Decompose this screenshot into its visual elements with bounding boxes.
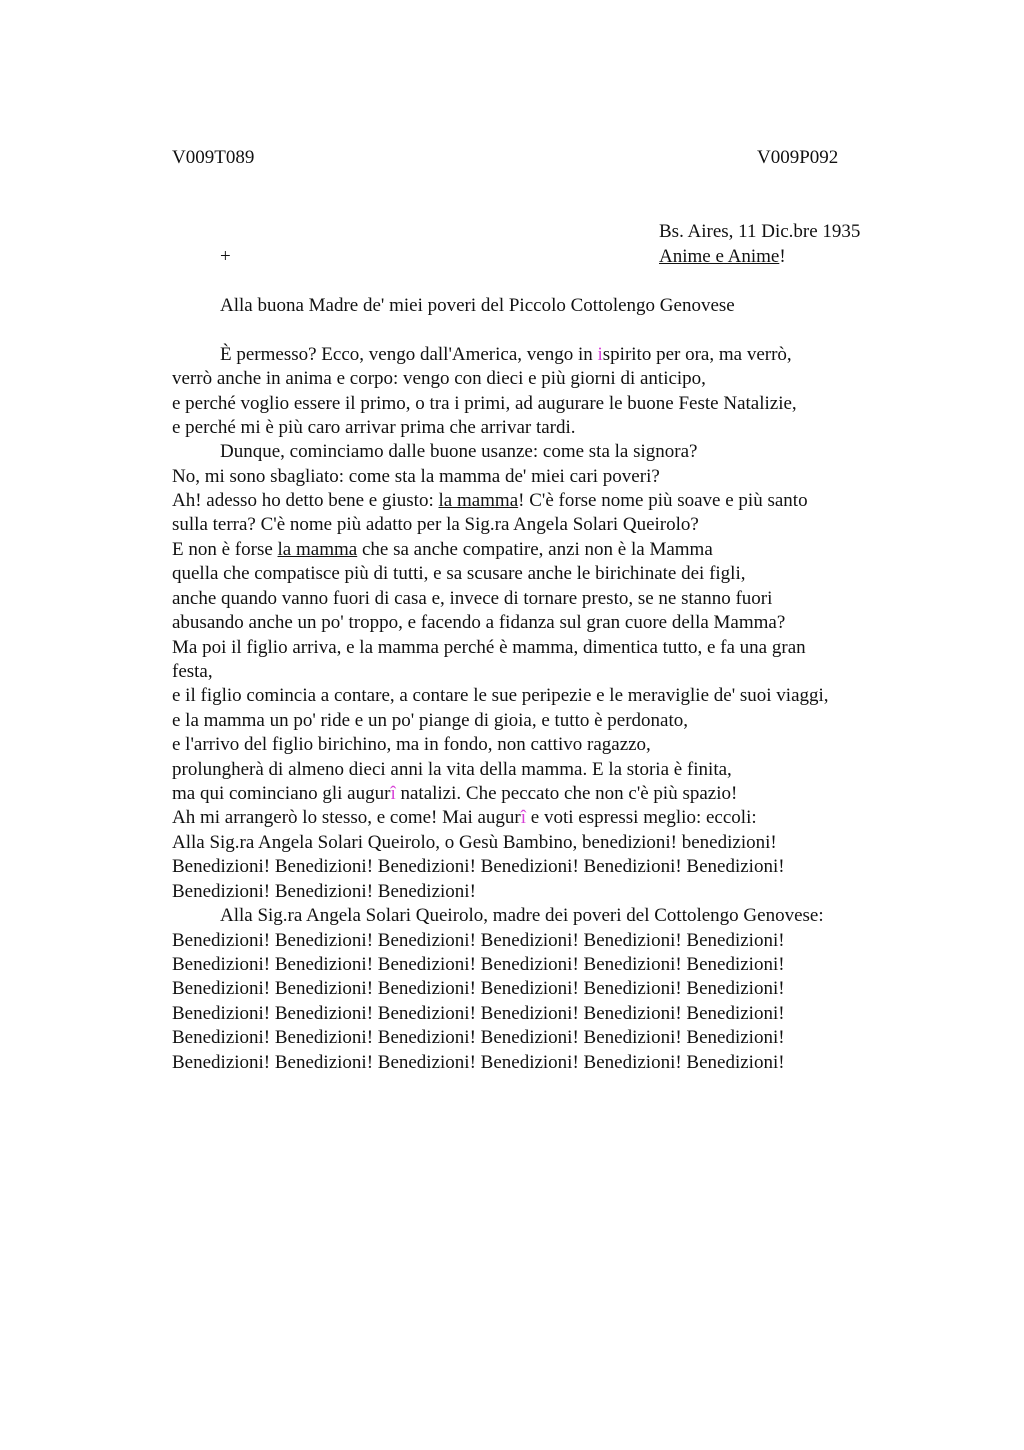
motto (659, 245, 786, 269)
body-line: È permesso? Ecco, vengo dall'America, vengo in ispirito per ora, ma verrò, (220, 344, 792, 365)
header-left-code: V009T089 (172, 147, 255, 168)
body-line: Benedizioni! Benedizioni! Benedizioni! Benedizioni! Benedizioni! Benedizioni! (172, 1052, 785, 1073)
body-line: quella che compatisce più di tutti, e sa scusare anche le birichinate dei figli, (172, 563, 746, 584)
place-date: Bs. Aires, 11 Dic.bre 1935 (659, 221, 861, 242)
body-line: Benedizioni! Benedizioni! Benedizioni! Benedizioni! Benedizioni! Benedizioni! (172, 1003, 785, 1024)
body-line: sulla terra? C'è nome più adatto per la Sig.ra Angela Solari Queirolo? (172, 514, 699, 535)
body-line: Ah mi arrangerò lo stesso, e come! Mai augurî e voti espressi meglio: eccoli: (172, 807, 757, 828)
body-line: Benedizioni! Benedizioni! Benedizioni! Benedizioni! Benedizioni! Benedizioni! (172, 930, 785, 951)
body-line: Dunque, cominciamo dalle buone usanze: come sta la signora? (220, 441, 698, 462)
body-line: Ah! adesso ho detto bene e giusto: la mamma! C'è forse nome più soave e più santo (172, 490, 808, 511)
body-line: Benedizioni! Benedizioni! Benedizioni! Benedizioni! Benedizioni! Benedizioni! (172, 978, 785, 999)
body-line: Benedizioni! Benedizioni! Benedizioni! Benedizioni! Benedizioni! Benedizioni! (172, 1027, 785, 1048)
body-line: Benedizioni! Benedizioni! Benedizioni! Benedizioni! Benedizioni! Benedizioni! (172, 856, 785, 877)
header-right-code: V009P092 (757, 147, 839, 168)
body-line: prolungherà di almeno dieci anni la vita della mamma. E la storia è finita, (172, 759, 732, 780)
body-line: Benedizioni! Benedizioni! Benedizioni! (172, 881, 476, 902)
body-line: Alla Sig.ra Angela Solari Queirolo, madre dei poveri del Cottolengo Genovese: (220, 905, 824, 926)
magenta-mark: î (390, 783, 396, 804)
body-line: verrò anche in anima e corpo: vengo con dieci e più giorni di anticipo, (172, 368, 706, 389)
cross-mark: + (220, 246, 231, 267)
body-line: Benedizioni! Benedizioni! Benedizioni! Benedizioni! Benedizioni! Benedizioni! (172, 954, 785, 975)
motto-text: Anime e Anime (659, 246, 780, 267)
magenta-mark: î (520, 807, 527, 828)
body-line: Ma poi il figlio arriva, e la mamma perché è mamma, dimentica tutto, e fa una gran (172, 637, 806, 658)
magenta-mark: i (597, 344, 603, 365)
body-line: No, mi sono sbagliato: come sta la mamma de' miei cari poveri? (172, 466, 660, 487)
underlined-phrase: la mamma (277, 539, 358, 560)
body-line: e perché mi è più caro arrivar prima che arrivar tardi. (172, 417, 576, 438)
body-line: e il figlio comincia a contare, a contare le sue peripezie e le meraviglie de' suoi viaggi, (172, 685, 829, 706)
body-line: e l'arrivo del figlio birichino, ma in fondo, non cattivo ragazzo, (172, 734, 651, 755)
underlined-phrase: la mamma (438, 490, 519, 511)
salutation: Alla buona Madre de' miei poveri del Piccolo Cottolengo Genovese (220, 295, 735, 316)
body-line: abusando anche un po' troppo, e facendo a fidanza sul gran cuore della Mamma? (172, 612, 786, 633)
body-line: ma qui cominciano gli augurî natalizi. Che peccato che non c'è più spazio! (172, 783, 738, 804)
body-line: e la mamma un po' ride e un po' piange di gioia, e tutto è perdonato, (172, 710, 689, 731)
body-line: Alla Sig.ra Angela Solari Queirolo, o Gesù Bambino, benedizioni! benedizioni! (172, 832, 777, 853)
body-line: festa, (172, 661, 213, 682)
body-line: e perché voglio essere il primo, o tra i primi, ad augurare le buone Feste Natalizie, (172, 393, 797, 414)
body-line: E non è forse la mamma che sa anche compatire, anzi non è la Mamma (172, 539, 713, 560)
motto-suffix: ! (779, 246, 786, 267)
body-line: anche quando vanno fuori di casa e, invece di tornare presto, se ne stanno fuori (172, 588, 773, 609)
